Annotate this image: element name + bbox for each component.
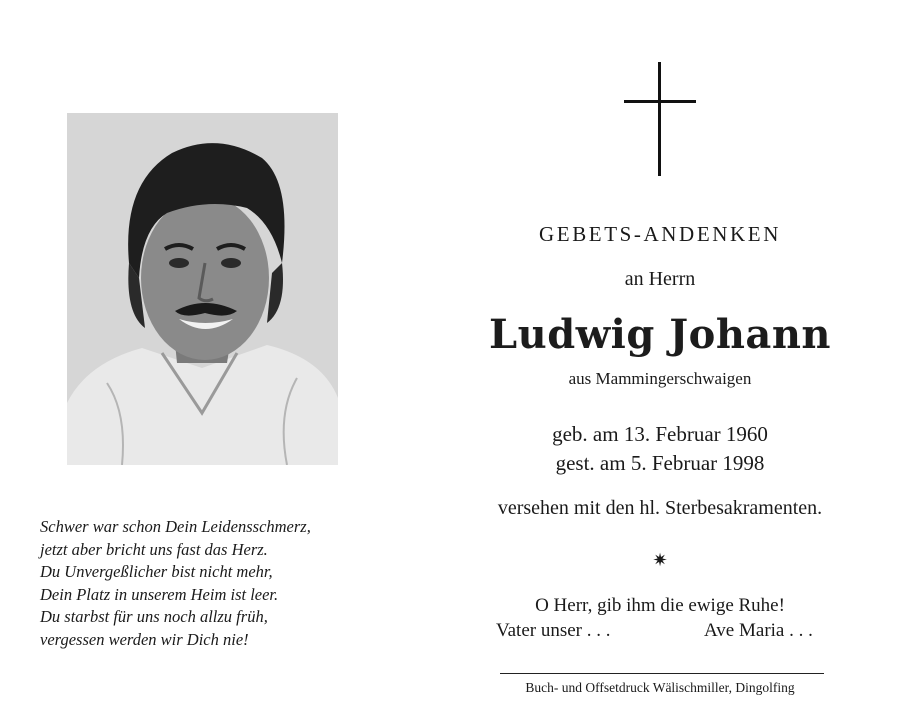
poem-line: Schwer war schon Dein Leidensschmerz, <box>40 517 311 536</box>
portrait-photo <box>67 113 338 465</box>
footer-divider <box>500 673 824 674</box>
salutation: an Herrn <box>624 268 696 290</box>
cross-icon <box>624 62 696 176</box>
death-date: gest. am 5. Februar 1998 <box>555 451 765 475</box>
printer-credit: Buch- und Offsetdruck Wälischmiller, Dingolfing <box>525 680 795 695</box>
poem <box>40 516 380 652</box>
star-separator-icon: ✷ <box>652 550 668 571</box>
sacraments-line: versehen mit den hl. Sterbesakramenten. <box>497 497 823 519</box>
birth-date: geb. am 13. Februar 1960 <box>552 422 768 446</box>
poem-line: jetzt aber bricht uns fast das Herz. <box>40 539 268 559</box>
vater-unser: Vater unser . . . <box>496 620 611 641</box>
portrait-illustration <box>67 113 338 465</box>
origin: aus Mammingerschwaigen <box>568 369 752 388</box>
poem-line: vergessen werden wir Dich nie! <box>40 629 249 649</box>
poem-line: Dein Platz in unserem Heim ist leer. <box>40 584 279 604</box>
card-heading: GEBETS-ANDENKEN <box>539 222 781 246</box>
ave-maria: Ave Maria . . . <box>704 620 813 641</box>
prayer-line: O Herr, gib ihm die ewige Ruhe! <box>535 595 785 616</box>
poem-line: Du Unvergeßlicher bist nicht mehr, <box>40 562 273 582</box>
poem-line: Du starbst für uns noch allzu früh, <box>40 607 268 627</box>
deceased-name: Ludwig Johann <box>489 311 831 358</box>
